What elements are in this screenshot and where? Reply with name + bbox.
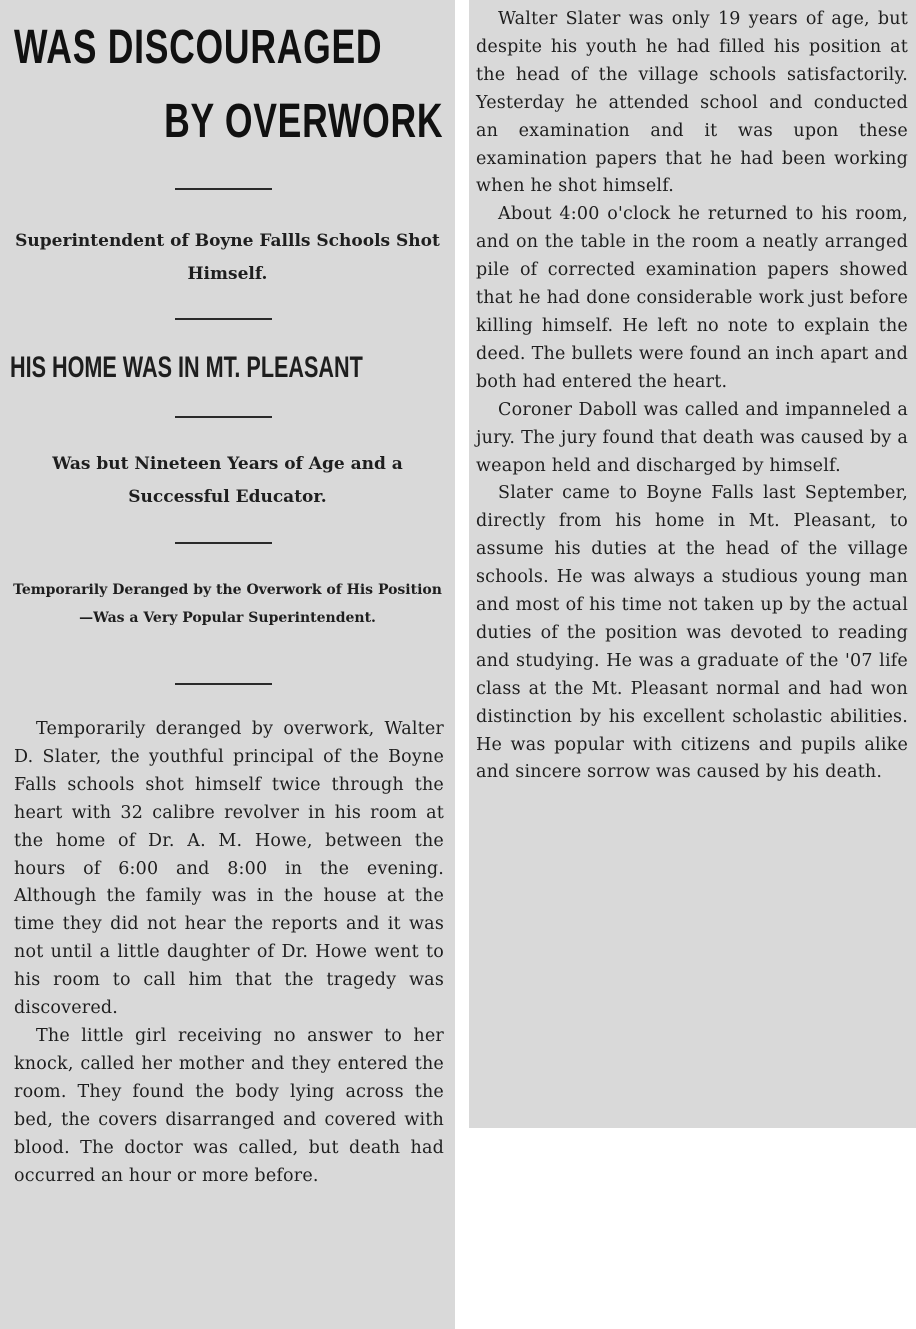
paragraph: About 4:00 o'clock he returned to his room, and on the table in the room a neatly arranged pile of corrected examination papers showed that he had done considerable work just before killing himself. He left no note to explain the deed. The bullets were found an inch apart and both had entered the heart. — [476, 204, 908, 392]
subhead-deck-1: Superintendent of Boyne Fallls Schools Shot Himself. — [15, 231, 440, 284]
paragraph: Walter Slater was only 19 years of age, but despite his youth he had filled his position at the head of the village schools satisfactorily. Yesterday he attended school and conducted an examination and it was upon these examination papers that he had been working when he shot himself. — [476, 9, 908, 197]
headline-line-2: BY OVERWORK — [163, 95, 443, 148]
subhead-deck-4: Temporarily Deranged by the Overwork of His Position—Was a Very Popular Superintendent. — [13, 582, 442, 626]
divider-rule — [175, 416, 272, 418]
left-column-clipping — [0, 0, 455, 1329]
subhead-deck-2: HIS HOME WAS IN MT. PLEASANT — [10, 351, 363, 384]
divider-rule — [175, 188, 272, 190]
headline-line-1: WAS DISCOURAGED — [14, 21, 383, 74]
paragraph: Temporarily deranged by overwork, Walter D. Slater, the youthful principal of the Boyne Falls schools shot himself twice through the heart with 32 calibre revolver in his room at the home of Dr. A. M. Howe, between the hours of 6:00 and 8:00 in the evening. Although the family was in the house at the time they did not hear the reports and it was not until a little daughter of Dr. Howe went to his room to call him that the tragedy was discovered. — [14, 719, 444, 1019]
right-article-body — [476, 6, 908, 787]
divider-rule — [175, 542, 272, 544]
paragraph: Slater came to Boyne Falls last September, directly from his home in Mt. Pleasant, to assume his duties at the head of the village schools. He was always a studious young man and most of his time not taken up by the actual duties of the position was devoted to reading and studying. He was a graduate of the '07 life class at the Mt. Pleasant normal and had won distinction by his excellent scholastic abilities. He was popular with citizens and pupils alike and sincere sorrow was caused by his death. — [476, 483, 908, 783]
paragraph: Coroner Daboll was called and impanneled a jury. The jury found that death was caused by a weapon held and discharged by himself. — [476, 399, 908, 476]
right-column-clipping — [469, 0, 916, 1128]
paragraph: The little girl receiving no answer to her knock, called her mother and they entered the room. They found the body lying across the bed, the covers disarranged and covered with blood. The doctor was called, but death had occurred an hour or more before. — [14, 1025, 444, 1186]
subhead-deck-3: Was but Nineteen Years of Age and a Successful Educator. — [52, 454, 403, 507]
divider-rule — [175, 318, 272, 320]
divider-rule — [175, 683, 272, 685]
left-article-body — [14, 716, 444, 1190]
